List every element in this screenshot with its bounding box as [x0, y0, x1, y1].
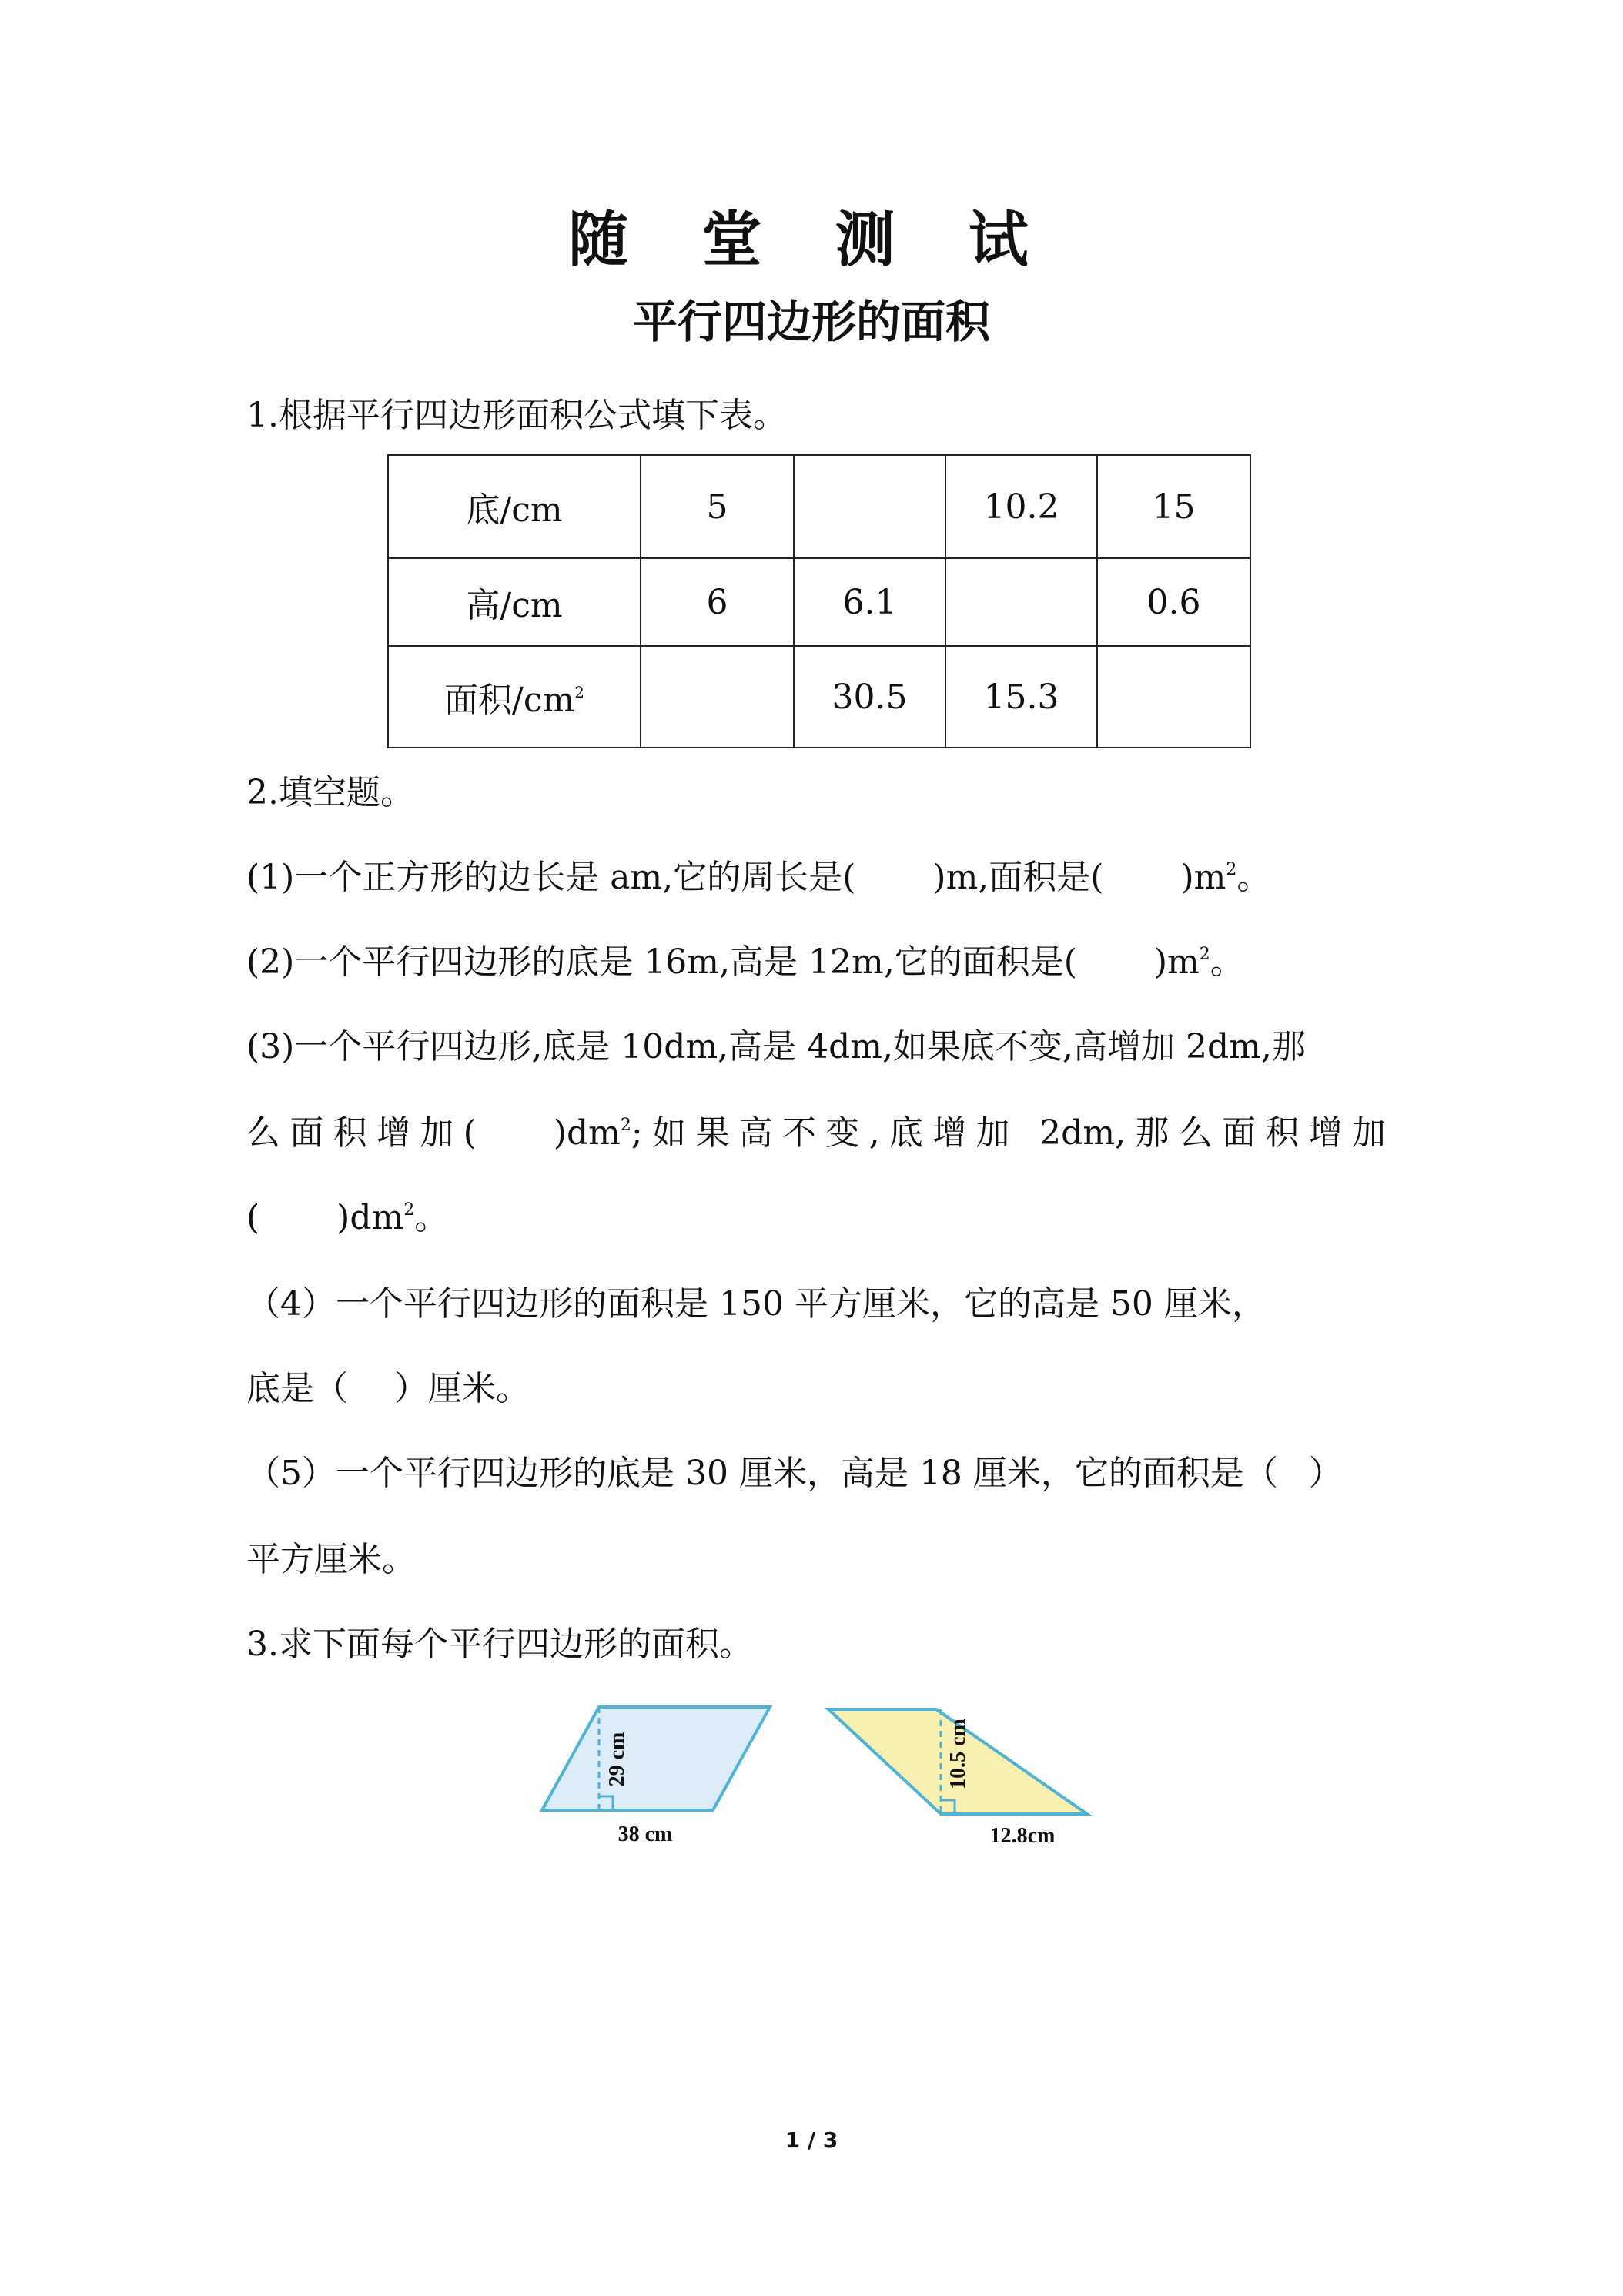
parallelogram-1-shape: [542, 1707, 770, 1810]
parallelogram-2-base-label: 12.8cm: [989, 1824, 1056, 1848]
q2-item-4-line-1: （4）一个平行四边形的面积是 150 平方厘米，它的高是 50 厘米，: [246, 1284, 1266, 1324]
table-cell: 15: [1097, 455, 1250, 558]
parallelogram-1-base-label: 38 cm: [617, 1822, 673, 1846]
table-cell: 6.1: [794, 558, 945, 646]
table-cell: 15.3: [945, 646, 1097, 748]
q2-item-5-line-1: （5）一个平行四边形的底是 30 厘米，高是 18 厘米，它的面积是（ ）: [246, 1454, 1343, 1493]
page-title: 随 堂 测 试: [568, 206, 1055, 275]
page-number: 1 / 3: [785, 2127, 838, 2153]
table-cell: 6: [641, 558, 794, 646]
row-header: 底/cm: [388, 455, 641, 558]
table-cell: 0.6: [1097, 558, 1250, 646]
page-subtitle: 平行四边形的面积: [632, 296, 990, 348]
table-cell: 10.2: [945, 455, 1097, 558]
q2-item-3-line-1: (3)一个平行四边形,底是 10dm,高是 4dm,如果底不变,高增加 2dm,那: [246, 1027, 1306, 1066]
row-header: 高/cm: [388, 558, 641, 646]
table-cell: 30.5: [794, 646, 945, 748]
q2-prompt: 2.填空题。: [246, 773, 414, 812]
q2-item-3-line-3: ( )$dm^2$。: [246, 1198, 449, 1237]
q2-item-4-line-2: 底是（ ）厘米。: [246, 1369, 530, 1408]
parallelogram-2: [828, 1709, 1087, 1848]
row-header: 面积$/cm^2$: [388, 646, 641, 748]
parallelogram-1: [542, 1707, 770, 1846]
parallelogram-1-height-label: 29 cm: [605, 1732, 629, 1787]
q3-prompt: 3.求下面每个平行四边形的面积。: [246, 1625, 753, 1664]
q2-item-2: (2)一个平行四边形的底是 16m,高是 12m,它的面积是( )$m^2$。: [246, 942, 1244, 982]
q1-prompt: 1.根据平行四边形面积公式填下表。: [246, 396, 787, 435]
parallelogram-2-height-label: 10.5 cm: [946, 1719, 970, 1789]
table-cell: 5: [641, 455, 794, 558]
q2-item-5-line-2: 平方厘米。: [246, 1540, 416, 1579]
q2-item-1: (1)一个正方形的边长是 am,它的周长是( )m,面积是( )$m^2$。: [246, 858, 1271, 897]
q2-item-3-line-2: 么面积增加( )$dm^2$;如果高不变,底增加 2dm,那么面积增加: [246, 1113, 1386, 1153]
